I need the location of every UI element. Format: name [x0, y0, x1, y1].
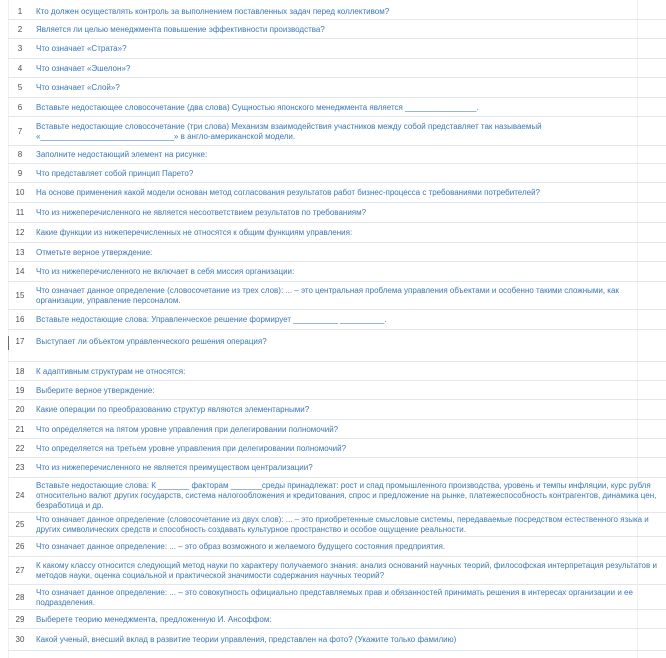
question-number: 10: [15, 188, 25, 197]
question-text[interactable]: Что означает «Страта»?: [36, 44, 127, 53]
question-number: 4: [17, 64, 23, 73]
question-text[interactable]: Что означает данное определение: ... – это совокупность официально представляемых прав и обязанностей принимать решения в интересах организации и ее подразделения.: [36, 588, 636, 607]
question-number: 19: [15, 386, 25, 395]
question-text[interactable]: Заполните недостающий элемент на рисунке:: [36, 150, 208, 159]
question-row[interactable]: [8, 39, 666, 59]
question-number: 11: [15, 208, 25, 217]
question-text[interactable]: Выберите верное утверждение:: [36, 386, 155, 395]
question-text[interactable]: Вставьте недостающие слова: К _______ факторам _______среды принадлежат: рост и спад промышленного производства, уровень и темпы инфляции, курс рубля относительно валют других государств, система налогообложения и кредитования, спрос и предложение на рынке, платежеспособность контрагентов, динамика цен, безработица и др.: [36, 481, 659, 510]
question-text[interactable]: Отметьте верное утверждение:: [36, 248, 153, 257]
question-text[interactable]: Что означает «Эшелон»?: [36, 64, 131, 73]
question-number: 14: [15, 267, 25, 276]
question-number: 23: [15, 463, 25, 472]
question-row[interactable]: [8, 362, 666, 381]
question-text[interactable]: Что из нижеперечисленного не включает в себя миссия организации:: [36, 267, 295, 276]
question-row[interactable]: [8, 203, 666, 223]
question-row[interactable]: [8, 537, 666, 557]
question-row[interactable]: [8, 330, 666, 362]
question-number: 24: [15, 491, 25, 500]
question-row[interactable]: [8, 458, 666, 478]
question-text[interactable]: Что из нижеперечисленного не является несоответствием результатов по требованиям?: [36, 208, 367, 217]
question-number: 18: [15, 367, 25, 376]
question-row[interactable]: [8, 164, 666, 183]
question-row[interactable]: [8, 59, 666, 78]
question-number: 1: [17, 7, 23, 16]
question-number: 8: [17, 150, 23, 159]
question-number: 16: [15, 315, 25, 324]
question-text[interactable]: Какие функции из нижеперечисленных не относятся к общим функциям управления:: [36, 228, 353, 237]
question-row[interactable]: [8, 557, 666, 585]
question-number: 26: [15, 542, 25, 551]
question-row[interactable]: [8, 478, 666, 513]
question-row[interactable]: [8, 439, 666, 458]
question-number: 20: [15, 405, 25, 414]
question-row[interactable]: [8, 262, 666, 282]
question-text[interactable]: Какой ученый, внесший вклад в развитие теории управления, представлен на фото? (Укажите только фамилию): [36, 635, 457, 644]
question-row[interactable]: [8, 223, 666, 243]
question-text[interactable]: Выступает ли объектом управленческого решения операция?: [36, 337, 267, 346]
question-number: 2: [17, 25, 23, 34]
question-text[interactable]: Что означает «Слой»?: [36, 83, 120, 92]
question-number: 25: [15, 520, 25, 529]
question-number: 15: [15, 291, 25, 300]
question-row[interactable]: [8, 20, 666, 39]
question-row[interactable]: [8, 98, 666, 117]
question-row[interactable]: [8, 78, 666, 98]
question-text[interactable]: Какие операции по преобразованию структур являются элементарными?: [36, 405, 310, 414]
question-number: 27: [15, 566, 25, 575]
question-row[interactable]: [8, 310, 666, 330]
question-row[interactable]: [8, 513, 666, 537]
question-number: 7: [17, 127, 23, 136]
question-number: 6: [17, 103, 23, 112]
question-row[interactable]: [8, 183, 666, 203]
question-number: 17: [15, 337, 25, 346]
question-text[interactable]: Вставьте недостающие слова: Управленческое решение формирует __________ __________.: [36, 315, 387, 324]
question-row[interactable]: [8, 146, 666, 164]
question-text[interactable]: Что представляет собой принцип Парето?: [36, 169, 194, 178]
question-row[interactable]: [8, 117, 666, 146]
question-row[interactable]: [8, 3, 666, 20]
question-row[interactable]: [8, 585, 666, 610]
question-row[interactable]: [8, 629, 666, 651]
question-text[interactable]: Что определяется на третьем уровне управления при делегировании полномочий?: [36, 444, 347, 453]
question-text[interactable]: Выберете теорию менеджмента, предложенную И. Ансоффом:: [36, 615, 272, 624]
question-text[interactable]: На основе применения какой модели основан метод согласования результатов работ бизнес-процесса с требованиями потребителей?: [36, 188, 541, 197]
question-number: 5: [17, 83, 23, 92]
question-number: 29: [15, 615, 25, 624]
question-row[interactable]: [8, 420, 666, 439]
question-number: 22: [15, 444, 25, 453]
question-number: 30: [15, 635, 25, 644]
question-text[interactable]: Вставьте недостающее словосочетание (два слова) Сущностью японского менеджмента является ________________.: [36, 103, 479, 112]
question-text[interactable]: К какому классу относится следующий метод науки по характеру получаемого знания: анализ оснований научных теорий, философская интерпретация результатов и методов науки, оценка социальной и практической значимости содержания научных теорий?: [36, 561, 660, 580]
question-text[interactable]: К адаптивным структурам не относятся:: [36, 367, 186, 376]
question-number: 12: [15, 228, 25, 237]
question-row[interactable]: [8, 381, 666, 400]
question-row[interactable]: [8, 610, 666, 629]
question-text[interactable]: Что определяется на пятом уровне управления при делегировании полномочий?: [36, 425, 339, 434]
question-number: 13: [15, 248, 25, 257]
question-text[interactable]: Что из нижеперечисленного не является преимуществом централизации?: [36, 463, 313, 472]
question-number: 28: [15, 593, 25, 602]
question-row[interactable]: [8, 243, 666, 262]
question-text[interactable]: Кто должен осуществлять контроль за выполнением поставленных задач перед коллективом?: [36, 7, 390, 16]
question-number: 3: [17, 44, 23, 53]
question-row[interactable]: [8, 400, 666, 420]
question-text[interactable]: Что означает данное определение (словосочетание из двух слов): ... – это приобретенные смысловые системы, передаваемые посредством естественного языка и других символических средств и способность создавать культурное пространство и особое ощущение реальности.: [36, 515, 651, 534]
question-number: 21: [15, 425, 25, 434]
question-text[interactable]: Что означает данное определение (словосочетание из трех слов): ... – это центральная проблема управления объектами и особенно такими сложными, как организации, управление персоналом.: [36, 286, 622, 305]
question-number: 9: [17, 169, 23, 178]
question-row[interactable]: [8, 282, 666, 310]
question-text[interactable]: Вставьте недостающие словосочетание (три слова) Механизм взаимодействия участников между собой представляет так называемый «______________________________» в англо-американской модели.: [36, 122, 544, 141]
question-text[interactable]: Что означает данное определение: ... – это образ возможного и желаемого будущего состояния предприятия.: [36, 542, 446, 551]
text-cursor: [8, 336, 9, 350]
question-text[interactable]: Является ли целью менеджмента повышение эффективности производства?: [36, 25, 325, 34]
